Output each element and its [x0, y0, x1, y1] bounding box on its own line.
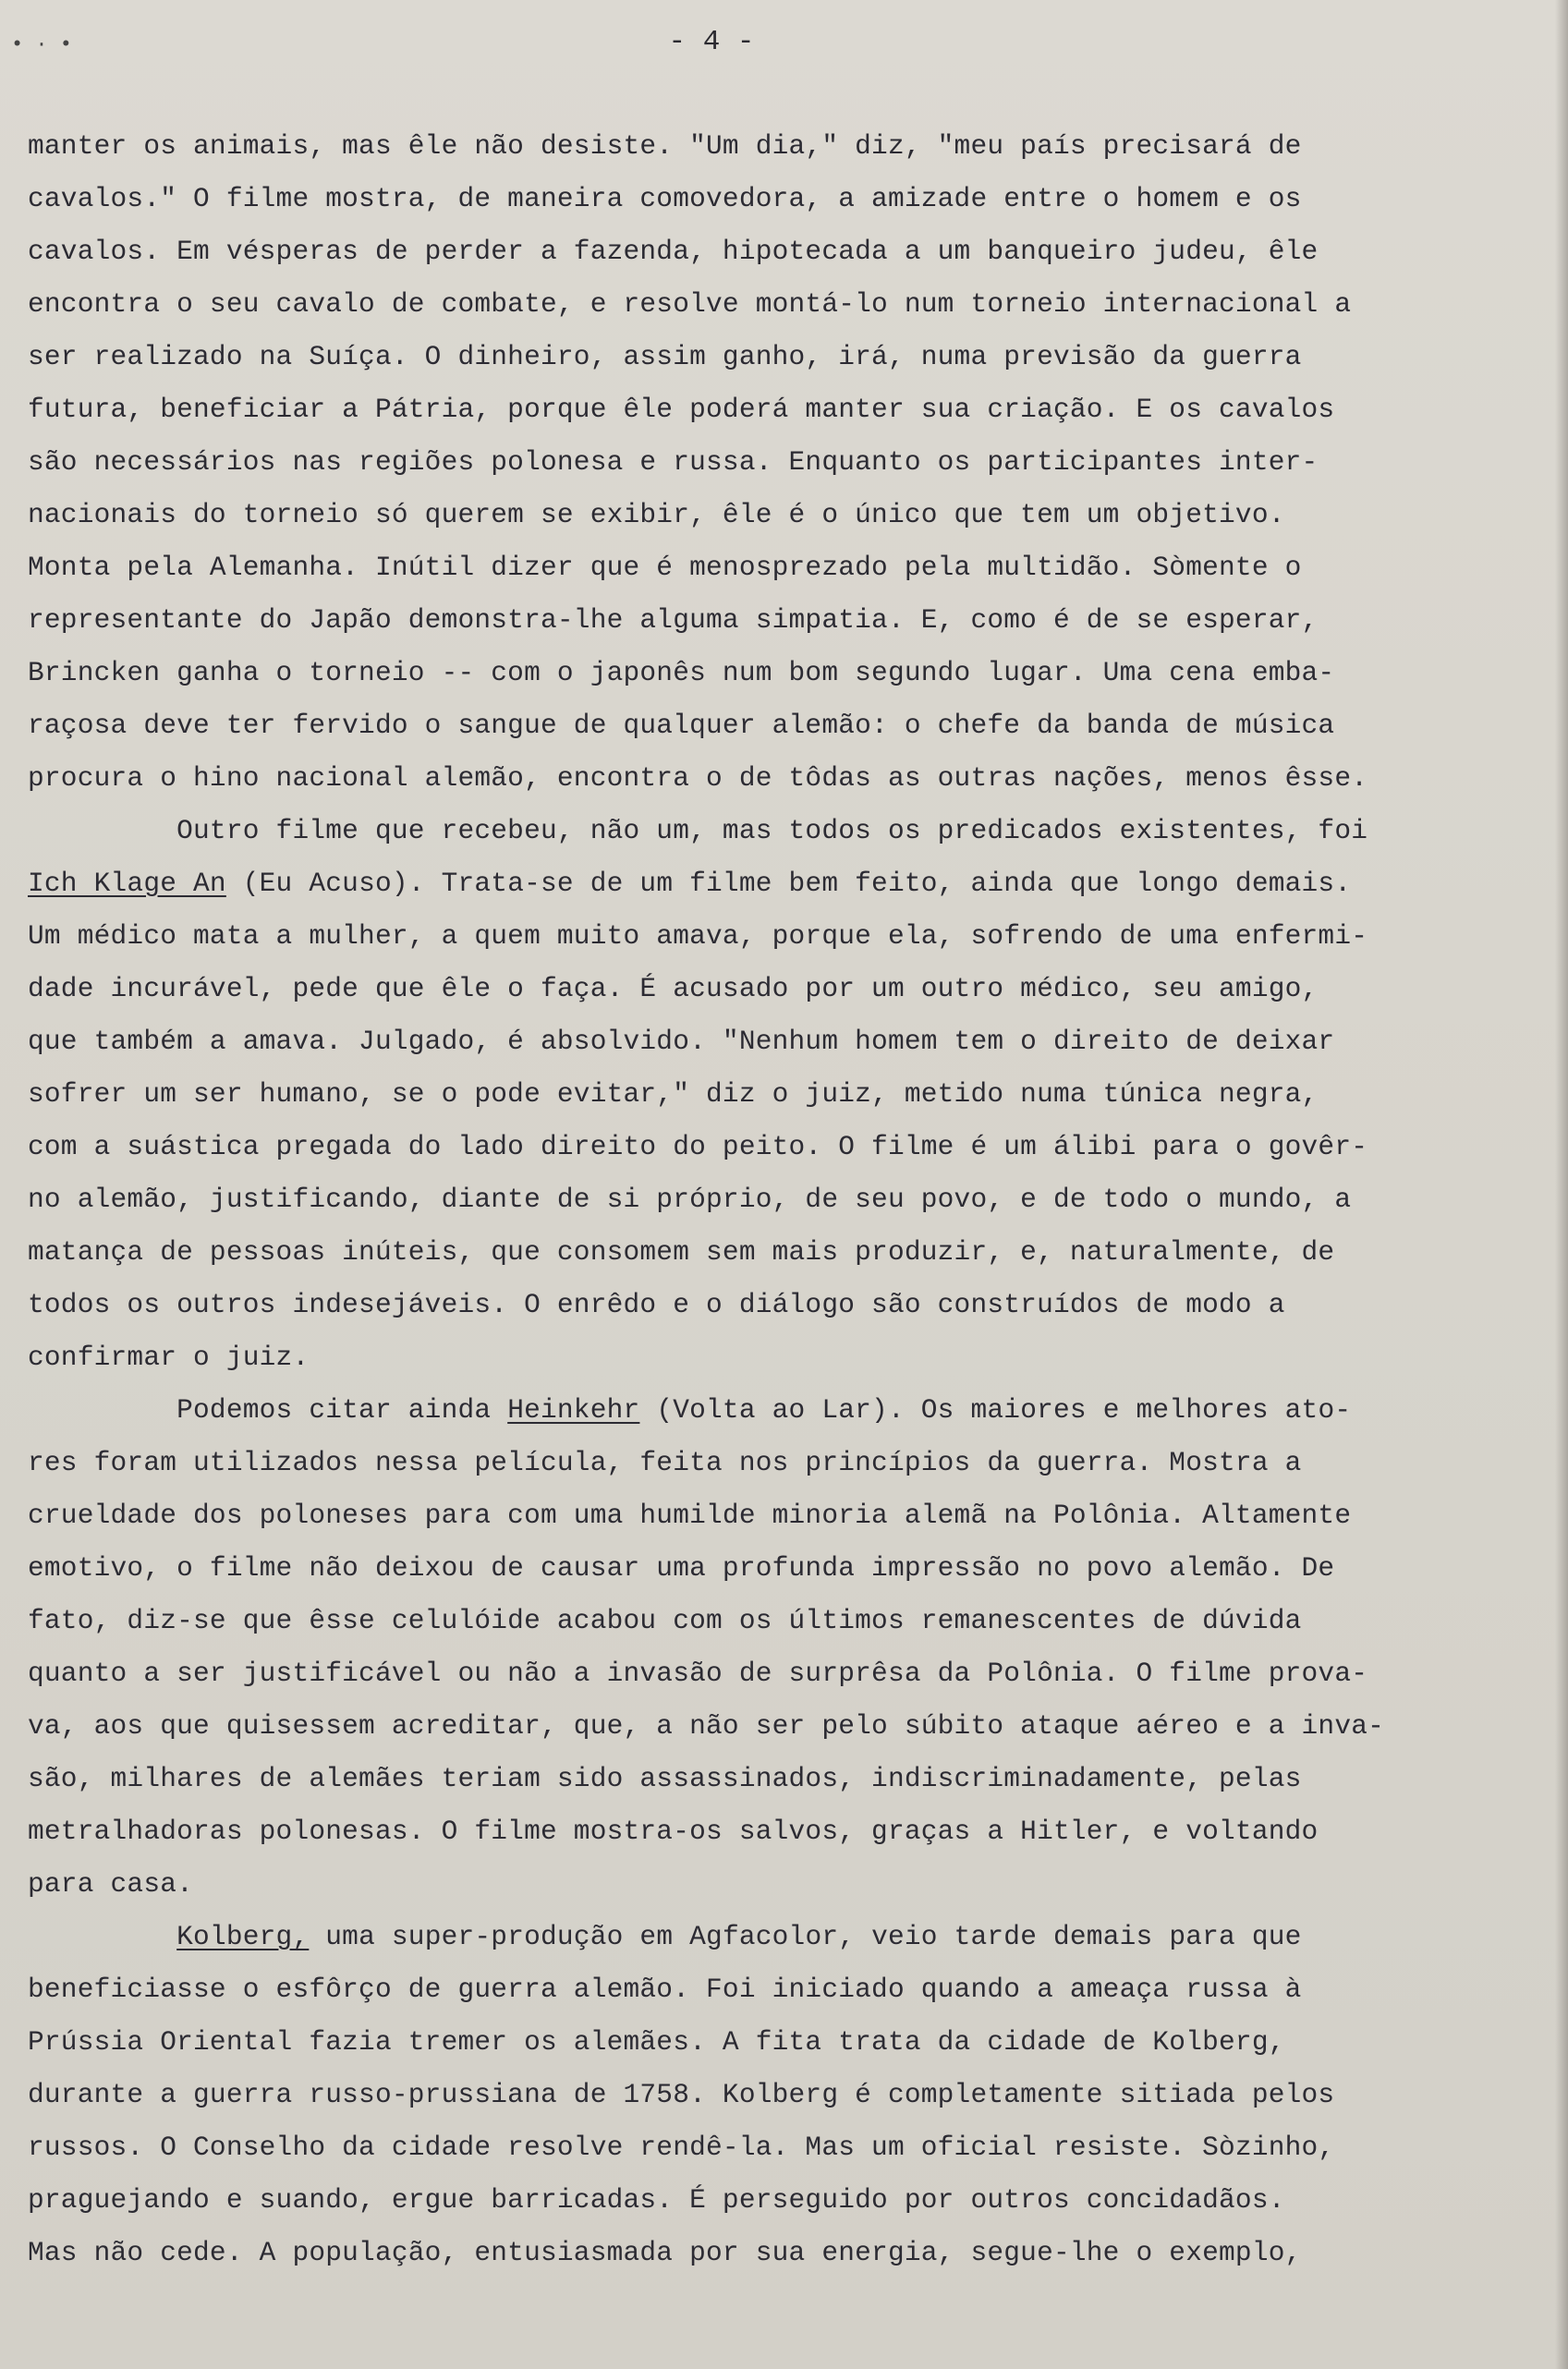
text-line [28, 1437, 1534, 1489]
text-line [28, 1226, 1534, 1279]
line-segment: metralhadoras polonesas. O filme mostra-os salvos, graças a Hitler, e voltando [28, 1816, 1319, 1847]
line-segment: matança de pessoas inúteis, que consomem sem mais produzir, e, naturalmente, de [28, 1236, 1335, 1268]
film-title: Heinkehr [507, 1394, 640, 1426]
line-segment: durante a guerra russo-prussiana de 1758. Kolberg é completamente sitiada pelos [28, 2079, 1335, 2110]
line-segment: Brincken ganha o torneio -- com o japonês num bom segundo lugar. Uma cena emba- [28, 657, 1335, 688]
text-line [28, 1911, 1534, 1963]
line-segment: praguejando e suando, ergue barricadas. É perseguido por outros concidadãos. [28, 2184, 1285, 2216]
text-line [28, 1858, 1534, 1911]
text-line [28, 1595, 1534, 1647]
text-line [28, 1331, 1534, 1384]
line-segment: representante do Japão demonstra-lhe alguma simpatia. E, como é de se esperar, [28, 604, 1319, 636]
text-line [28, 1963, 1534, 2016]
typed-text-body [28, 120, 1534, 2279]
line-segment: Podemos citar ainda [28, 1394, 508, 1426]
text-line [28, 2016, 1534, 2069]
line-segment: dade incurável, pede que êle o faça. É acusado por um outro médico, seu amigo, [28, 973, 1319, 1004]
film-title: Kolberg, [176, 1921, 310, 1952]
text-line [28, 383, 1534, 436]
line-segment: procura o hino nacional alemão, encontra o de tôdas as outras nações, menos êsse. [28, 762, 1368, 794]
line-segment: raçosa deve ter fervido o sangue de qualquer alemão: o chefe da banda de música [28, 710, 1335, 741]
text-line [28, 1647, 1534, 1700]
line-segment: ser realizado na Suíça. O dinheiro, assim ganho, irá, numa previsão da guerra [28, 341, 1302, 372]
line-segment: Monta pela Alemanha. Inútil dizer que é menosprezado pela multidão. Sòmente o [28, 552, 1302, 583]
text-line [28, 1805, 1534, 1858]
line-segment: para casa. [28, 1868, 194, 1900]
text-line [28, 1384, 1534, 1437]
line-segment: russos. O Conselho da cidade resolve rendê-la. Mas um oficial resiste. Sòzinho, [28, 2132, 1335, 2163]
line-segment: confirmar o juiz. [28, 1342, 310, 1373]
margin-marks: • · • [11, 33, 73, 56]
line-segment: com a suástica pregada do lado direito do peito. O filme é um álibi para o govêr- [28, 1131, 1368, 1162]
line-segment: sofrer um ser humano, se o pode evitar," diz o juiz, metido numa túnica negra, [28, 1078, 1319, 1110]
line-segment: crueldade dos poloneses para com uma humilde minoria alemã na Polônia. Altamente [28, 1500, 1352, 1531]
text-line [28, 1279, 1534, 1331]
text-line [28, 2174, 1534, 2227]
line-segment: res foram utilizados nessa película, feita nos princípios da guerra. Mostra a [28, 1447, 1302, 1478]
text-line [28, 1015, 1534, 1068]
line-segment: Prússia Oriental fazia tremer os alemães. A fita trata da cidade de Kolberg, [28, 2026, 1285, 2058]
text-line [28, 1489, 1534, 1542]
line-segment: cavalos." O filme mostra, de maneira comovedora, a amizade entre o homem e os [28, 183, 1302, 214]
text-line [28, 331, 1534, 383]
text-line [28, 1753, 1534, 1805]
line-segment: são necessários nas regiões polonesa e russa. Enquanto os participantes inter- [28, 446, 1319, 478]
line-segment: quanto a ser justificável ou não a invasão de surprêsa da Polônia. O filme prova- [28, 1658, 1368, 1689]
text-line [28, 2227, 1534, 2279]
text-line [28, 805, 1534, 857]
line-segment: fato, diz-se que êsse celulóide acabou com os últimos remanescentes de dúvida [28, 1605, 1302, 1636]
line-segment: Outro filme que recebeu, não um, mas todos os predicados existentes, foi [28, 815, 1368, 846]
line-segment: futura, beneficiar a Pátria, porque êle poderá manter sua criação. E os cavalos [28, 394, 1335, 425]
text-line [28, 1173, 1534, 1226]
line-segment: (Eu Acuso). Trata-se de um filme bem feito, ainda que longo demais. [225, 868, 1352, 899]
text-line [28, 489, 1534, 541]
text-line [28, 1068, 1534, 1121]
line-segment: beneficiasse o esfôrço de guerra alemão. Foi iniciado quando a ameaça russa à [28, 1974, 1302, 2005]
line-segment: va, aos que quisessem acreditar, que, a não ser pelo súbito ataque aéreo e a inva- [28, 1710, 1385, 1742]
text-line [28, 1121, 1534, 1173]
line-segment: no alemão, justificando, diante de si próprio, de seu povo, e de todo o mundo, a [28, 1184, 1352, 1215]
line-segment: todos os outros indesejáveis. O enrêdo e o diálogo são construídos de modo a [28, 1289, 1285, 1320]
text-line [28, 541, 1534, 594]
line-segment: que também a amava. Julgado, é absolvido. "Nenhum homem tem o direito de deixar [28, 1026, 1335, 1057]
text-line [28, 173, 1534, 225]
page-number: - 4 - [668, 26, 755, 58]
text-line [28, 278, 1534, 331]
text-line [28, 225, 1534, 278]
text-line [28, 2069, 1534, 2121]
text-line [28, 1542, 1534, 1595]
text-line [28, 857, 1534, 910]
line-segment: (Volta ao Lar). Os maiores e melhores ato- [639, 1394, 1352, 1426]
page-edge-shadow [1555, 0, 1568, 2369]
line-segment: encontra o seu cavalo de combate, e resolve montá-lo num torneio internacional a [28, 288, 1352, 320]
line-segment: são, milhares de alemães teriam sido assassinados, indiscriminadamente, pelas [28, 1763, 1302, 1794]
film-title: Ich Klage An [28, 868, 226, 899]
line-segment: cavalos. Em vésperas de perder a fazenda, hipotecada a um banqueiro judeu, êle [28, 236, 1319, 267]
text-line [28, 1700, 1534, 1753]
text-line [28, 2121, 1534, 2174]
text-line [28, 120, 1534, 173]
line-segment: nacionais do torneio só querem se exibir, êle é o único que tem um objetivo. [28, 499, 1285, 530]
text-line [28, 963, 1534, 1015]
line-segment: Um médico mata a mulher, a quem muito amava, porque ela, sofrendo de uma enfermi- [28, 920, 1368, 952]
line-segment: manter os animais, mas êle não desiste. "Um dia," diz, "meu país precisará de [28, 130, 1302, 162]
line-segment: uma super-produção em Agfacolor, veio tarde demais para que [309, 1921, 1302, 1952]
line-segment: emotivo, o filme não deixou de causar uma profunda impressão no povo alemão. De [28, 1552, 1335, 1584]
text-line [28, 436, 1534, 489]
text-line [28, 910, 1534, 963]
line-segment [28, 1921, 176, 1952]
text-line [28, 647, 1534, 699]
text-line [28, 699, 1534, 752]
text-line [28, 594, 1534, 647]
line-segment: Mas não cede. A população, entusiasmada por sua energia, segue-lhe o exemplo, [28, 2237, 1302, 2268]
text-line [28, 752, 1534, 805]
